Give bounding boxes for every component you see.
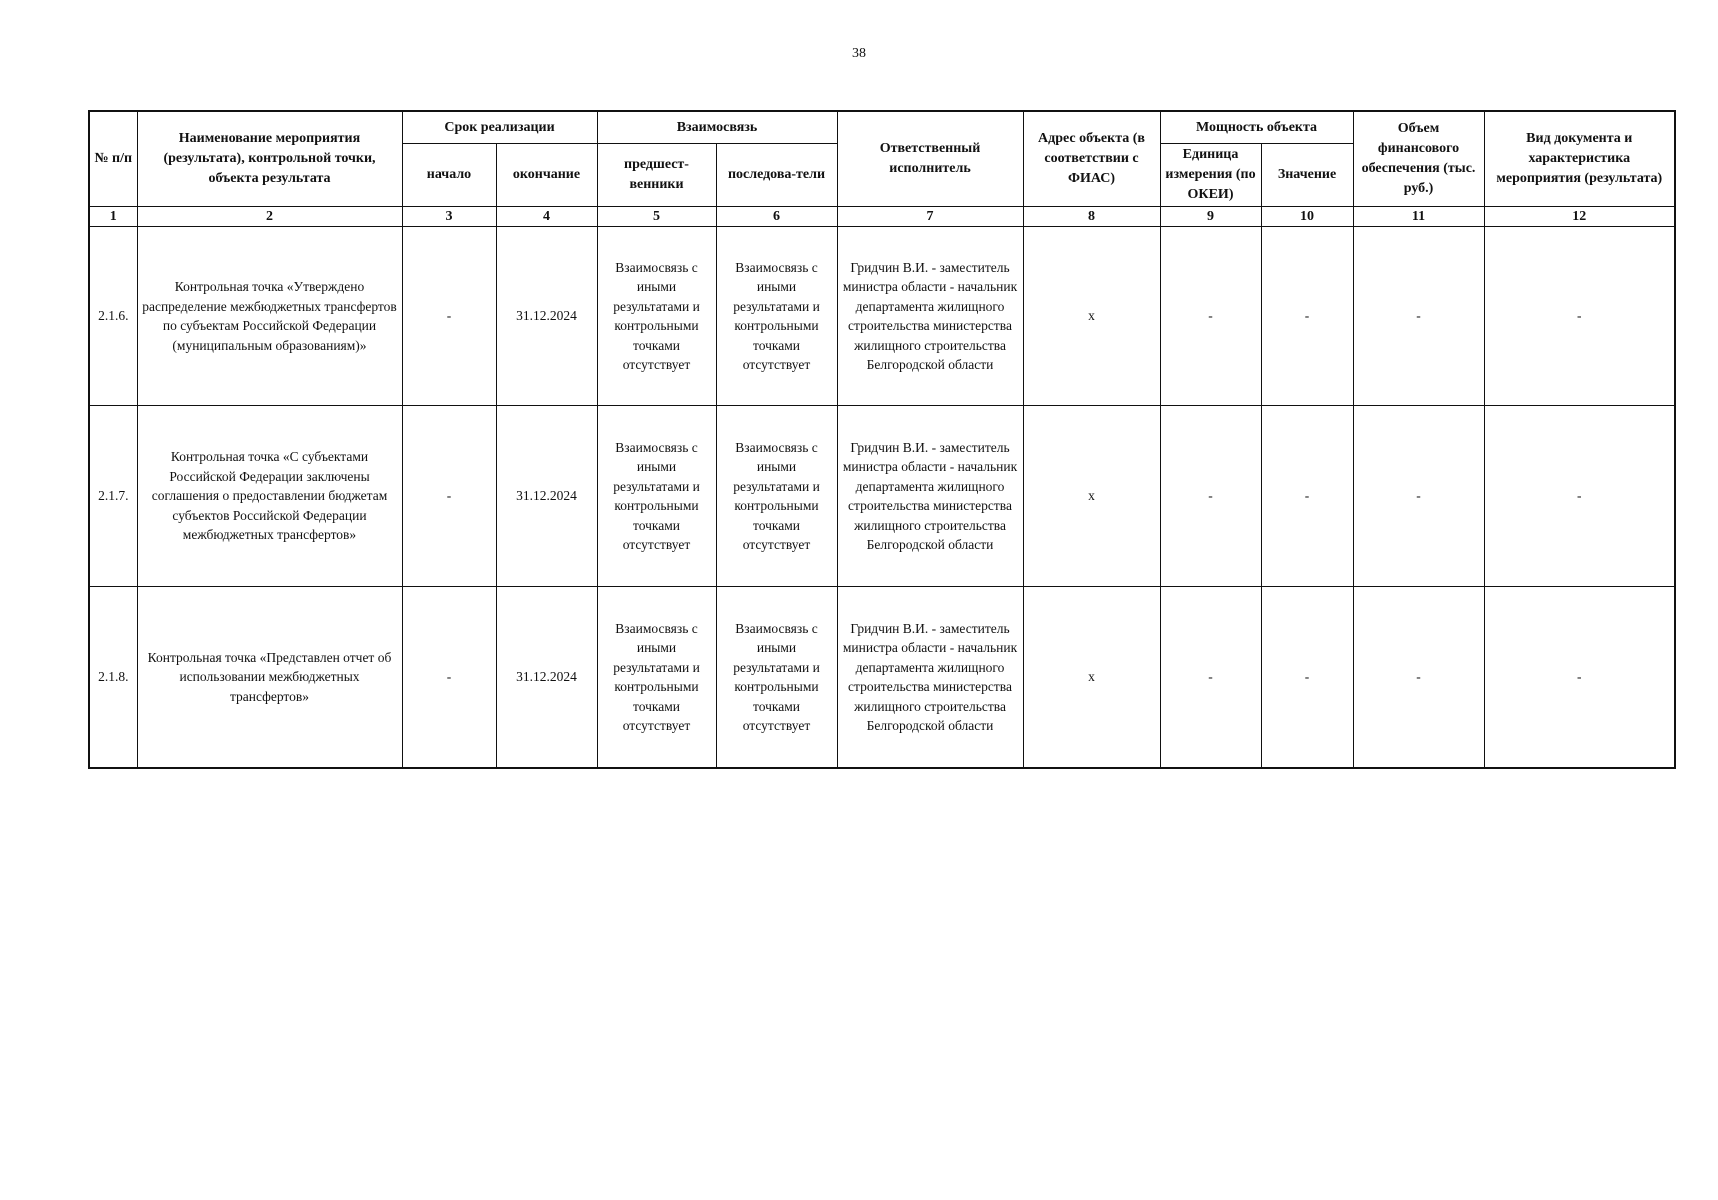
row-responsible: Гридчин В.И. - заместитель министра области - начальник департамента жилищного строительства министерства жилищного строительства Белгородской области <box>837 406 1023 587</box>
header-term-start: начало <box>402 144 496 207</box>
row-name: Контрольная точка «Представлен отчет об использовании межбюджетных трансфертов» <box>137 587 402 769</box>
row-doc: - <box>1484 227 1675 406</box>
column-number: 9 <box>1160 207 1261 227</box>
column-number: 2 <box>137 207 402 227</box>
row-start: - <box>402 406 496 587</box>
header-responsible: Ответственный исполнитель <box>837 111 1023 207</box>
table-row <box>89 406 1675 587</box>
column-number: 6 <box>716 207 837 227</box>
header-link-group: Взаимосвязь <box>597 111 837 144</box>
row-end: 31.12.2024 <box>496 227 597 406</box>
header-funding: Объем финансового обеспечения (тыс. руб.) <box>1353 111 1484 207</box>
table-row <box>89 587 1675 769</box>
row-num: 2.1.6. <box>89 227 137 406</box>
row-start: - <box>402 587 496 769</box>
header-capacity-group: Мощность объекта <box>1160 111 1353 144</box>
row-name: Контрольная точка «С субъектами Российской Федерации заключены соглашения о предоставлении бюджетам субъектов Российской Федерации межбюджетных трансфертов» <box>137 406 402 587</box>
column-number-row <box>89 207 1675 227</box>
row-num: 2.1.7. <box>89 406 137 587</box>
row-next: Взаимосвязь с иными результатами и контрольными точками отсутствует <box>716 406 837 587</box>
row-value: - <box>1261 406 1353 587</box>
row-funding: - <box>1353 587 1484 769</box>
row-unit: - <box>1160 227 1261 406</box>
column-number: 10 <box>1261 207 1353 227</box>
column-number: 1 <box>89 207 137 227</box>
header-num: № п/п <box>89 111 137 207</box>
header-capacity-value: Значение <box>1261 144 1353 207</box>
header-link-prev: предшест-венники <box>597 144 716 207</box>
row-address: х <box>1023 587 1160 769</box>
row-doc: - <box>1484 587 1675 769</box>
header-capacity-unit: Единица измерения (по ОКЕИ) <box>1160 144 1261 207</box>
column-number: 7 <box>837 207 1023 227</box>
row-prev: Взаимосвязь с иными результатами и контрольными точками отсутствует <box>597 587 716 769</box>
page-number: 38 <box>852 46 866 61</box>
row-value: - <box>1261 227 1353 406</box>
column-number: 5 <box>597 207 716 227</box>
column-number: 8 <box>1023 207 1160 227</box>
row-name: Контрольная точка «Утверждено распределение межбюджетных трансфертов по субъектам Российской Федерации (муниципальным образованиям)» <box>137 227 402 406</box>
row-doc: - <box>1484 406 1675 587</box>
table-body <box>89 227 1675 769</box>
table-row <box>89 227 1675 406</box>
row-next: Взаимосвязь с иными результатами и контрольными точками отсутствует <box>716 227 837 406</box>
row-unit: - <box>1160 406 1261 587</box>
column-number: 4 <box>496 207 597 227</box>
row-responsible: Гридчин В.И. - заместитель министра области - начальник департамента жилищного строительства министерства жилищного строительства Белгородской области <box>837 227 1023 406</box>
row-value: - <box>1261 587 1353 769</box>
header-link-next: последова-тели <box>716 144 837 207</box>
row-prev: Взаимосвязь с иными результатами и контрольными точками отсутствует <box>597 227 716 406</box>
header-address: Адрес объекта (в соответствии с ФИАС) <box>1023 111 1160 207</box>
row-start: - <box>402 227 496 406</box>
header-doc-type: Вид документа и характеристика мероприятия (результата) <box>1484 111 1675 207</box>
row-end: 31.12.2024 <box>496 406 597 587</box>
column-number: 12 <box>1484 207 1675 227</box>
row-prev: Взаимосвязь с иными результатами и контрольными точками отсутствует <box>597 406 716 587</box>
header-term-group: Срок реализации <box>402 111 597 144</box>
row-responsible: Гридчин В.И. - заместитель министра области - начальник департамента жилищного строительства министерства жилищного строительства Белгородской области <box>837 587 1023 769</box>
row-funding: - <box>1353 406 1484 587</box>
column-number: 11 <box>1353 207 1484 227</box>
row-end: 31.12.2024 <box>496 587 597 769</box>
header-term-end: окончание <box>496 144 597 207</box>
row-next: Взаимосвязь с иными результатами и контрольными точками отсутствует <box>716 587 837 769</box>
row-address: х <box>1023 227 1160 406</box>
table-header <box>89 111 1675 227</box>
row-unit: - <box>1160 587 1261 769</box>
row-funding: - <box>1353 227 1484 406</box>
row-address: х <box>1023 406 1160 587</box>
plan-table <box>88 110 1676 769</box>
header-name: Наименование мероприятия (результата), контрольной точки, объекта результата <box>137 111 402 207</box>
row-num: 2.1.8. <box>89 587 137 769</box>
column-number: 3 <box>402 207 496 227</box>
